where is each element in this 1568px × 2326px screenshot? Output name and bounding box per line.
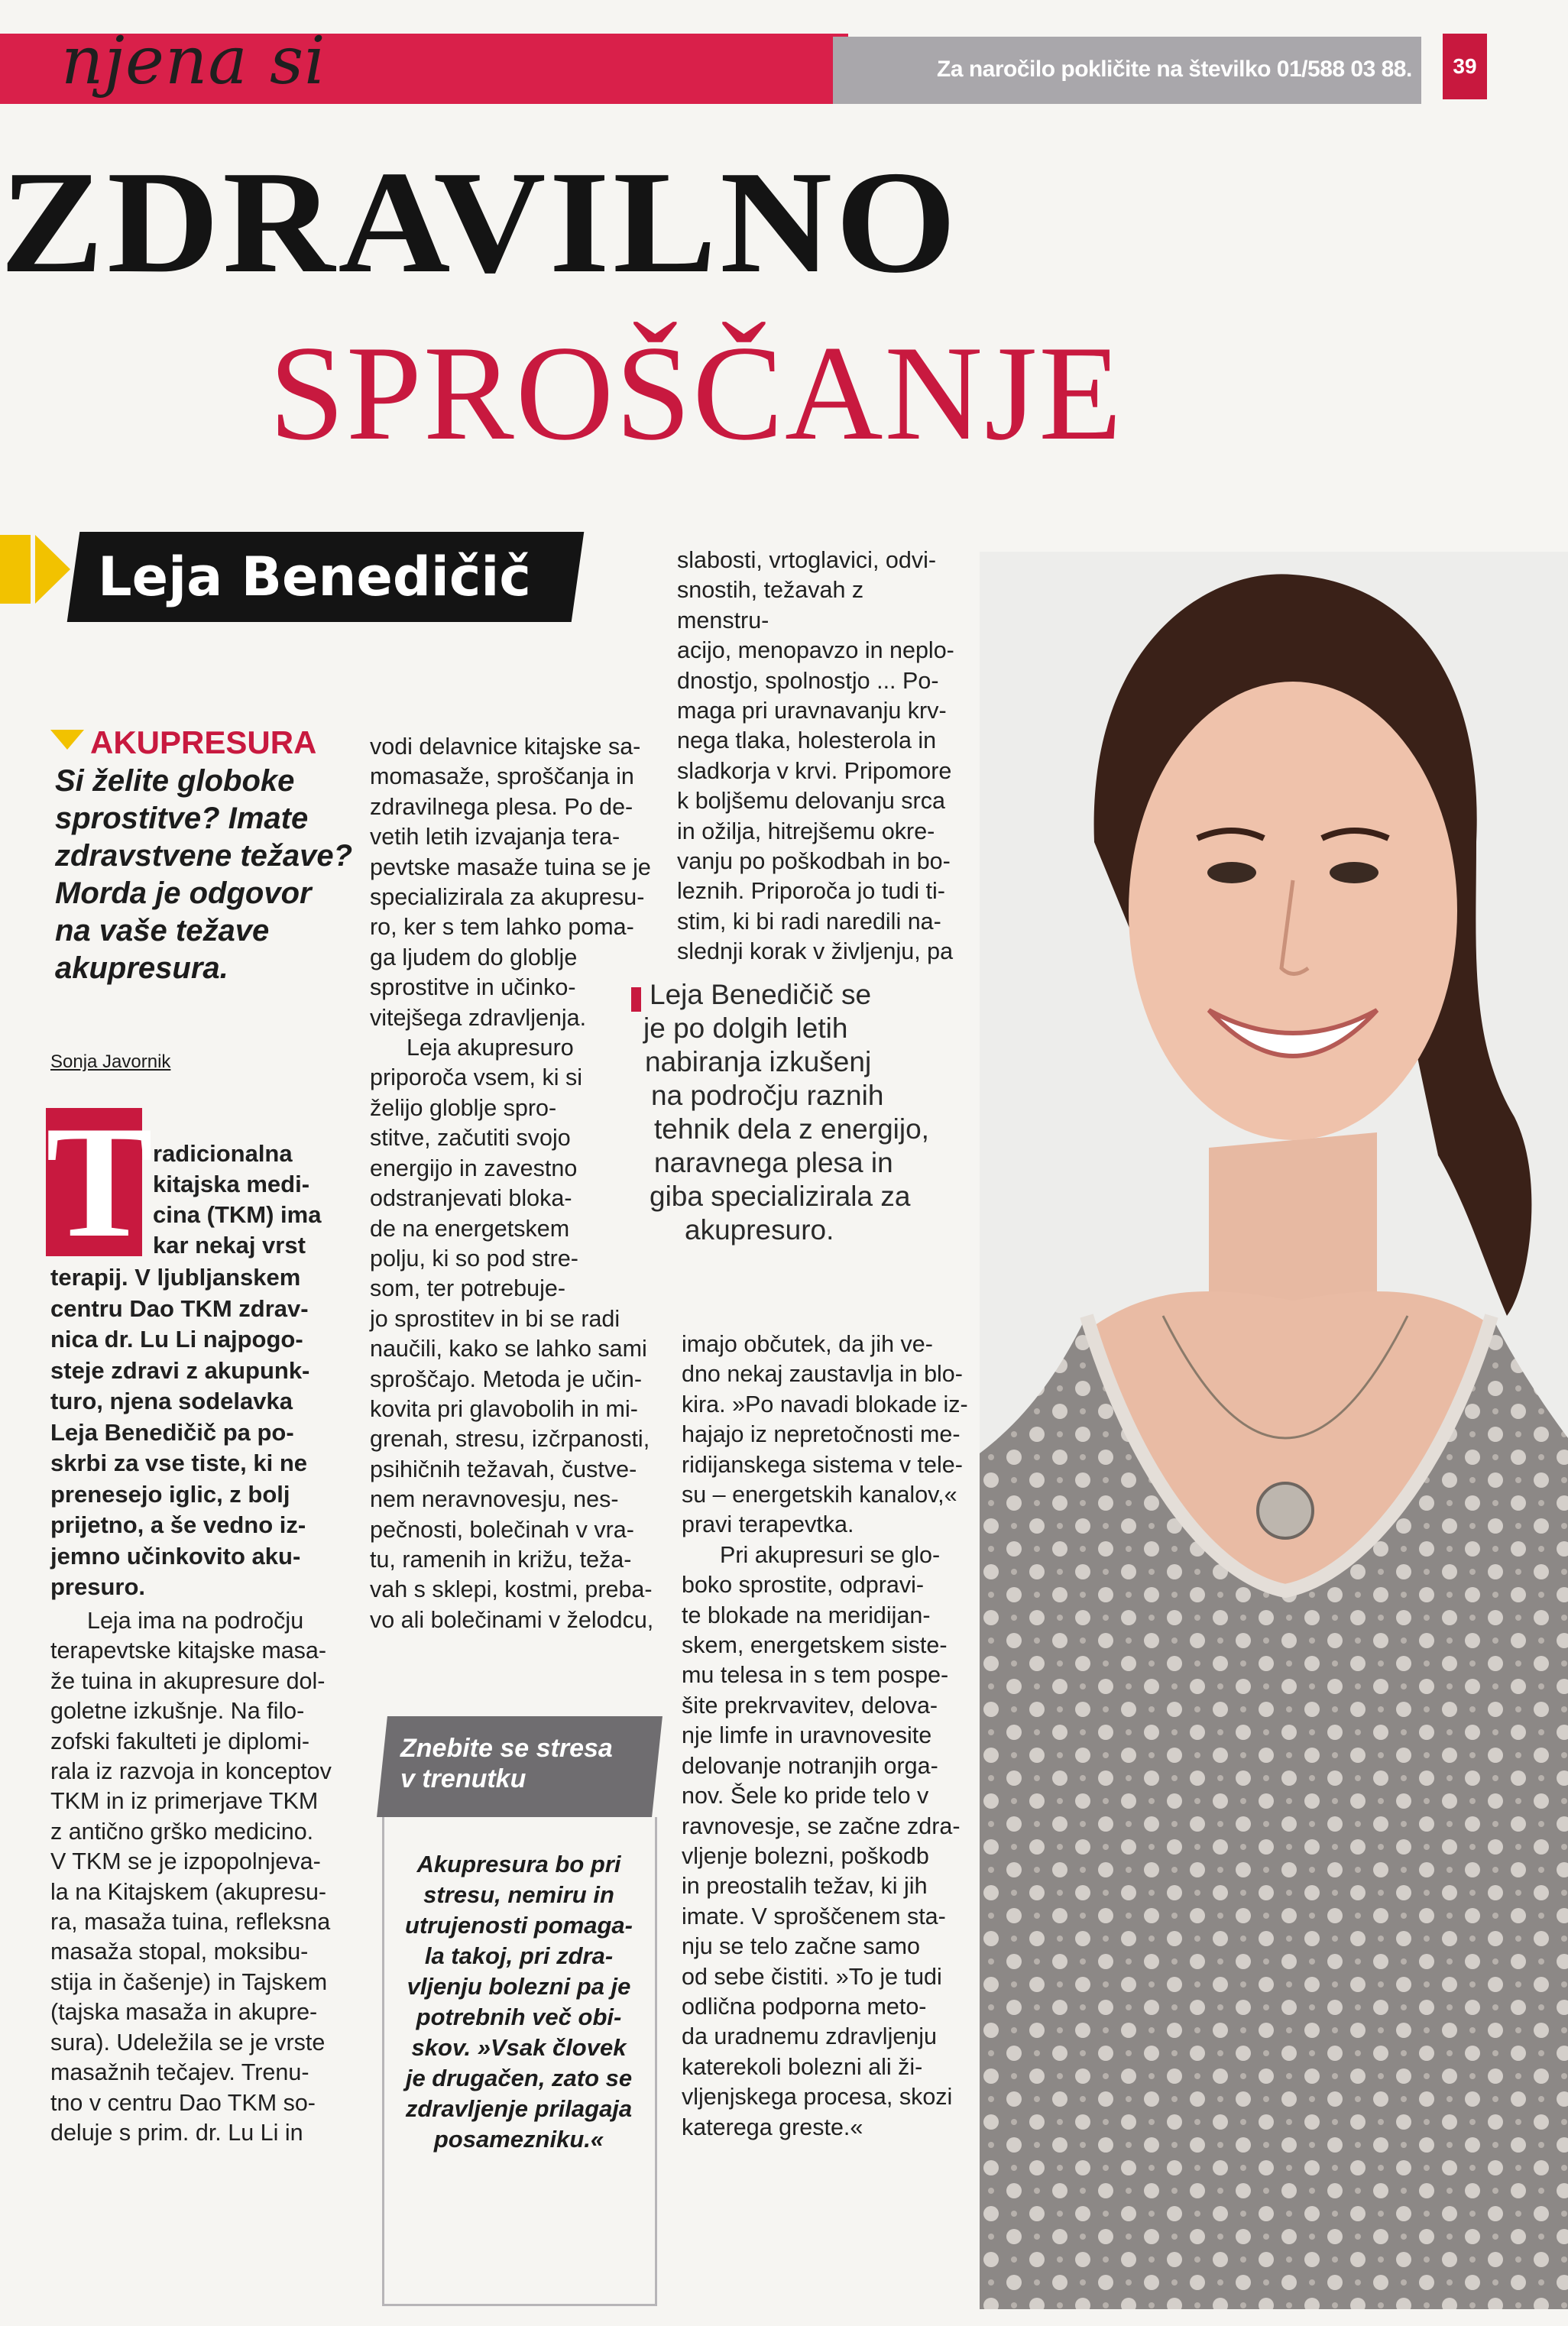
body-line: sladkorja v krvi. Pripomore [677, 757, 952, 784]
body-line: ridijanskega sistema v tele- [682, 1451, 963, 1478]
body-line: slabosti, vrtoglavici, odvi- [677, 547, 937, 573]
body-line: nov. Šele ko pride telo v [682, 1783, 929, 1809]
body-line: odstranjevati bloka- [370, 1185, 572, 1212]
body-line: dno nekaj zaustavlja in blo- [682, 1361, 963, 1388]
pull-quote-line: na področju raznih [651, 1080, 884, 1111]
pull-quote-line: Leja Benedičič se [650, 979, 872, 1010]
body-line: nju se telo začne samo [682, 1933, 920, 1960]
body-line: TKM in iz primerjave TKM [50, 1788, 319, 1815]
pendant-icon [1258, 1483, 1313, 1538]
body-line: energijo in zavestno [370, 1155, 578, 1181]
body-line: zdravilnega plesa. Po de- [370, 793, 633, 820]
intro-line: kar nekaj vrst [153, 1232, 306, 1259]
page-number: 39 [1443, 34, 1487, 99]
intro-line: prijetno, a še vedno iz- [50, 1511, 306, 1538]
intro-line: presuro. [50, 1573, 146, 1600]
sidebar-line: la takoj, pri zdra- [424, 1942, 614, 1969]
sidebar-line: Akupresura bo pri [416, 1851, 621, 1877]
body-line: masažnih tečajev. Trenu- [50, 2059, 309, 2086]
body-line: jo sprostitev in bi se radi [370, 1305, 620, 1332]
body-line: sproščajo. Metoda je učin- [370, 1365, 643, 1392]
lead-line: zdravstvene težave? [55, 839, 353, 873]
sidebar-heading-line: Znebite se stresa [400, 1734, 613, 1763]
sidebar-line: skov. »Vsak človek [411, 2034, 627, 2061]
body-line: hajajo iz nepretočnosti me- [682, 1421, 961, 1448]
lead-line: akupresura. [55, 951, 228, 985]
body-line: nega tlaka, holesterola in [677, 727, 937, 754]
sidebar-line: je drugačen, zato se [405, 2065, 633, 2091]
body-line: stim, ki bi radi naredili na- [677, 908, 941, 935]
sidebar-heading-line: v trenutku [400, 1764, 526, 1793]
body-line: pečnosti, bolečinah v vra- [370, 1516, 634, 1543]
body-line: terapevtske kitajske masa- [50, 1638, 327, 1664]
author-tab-label: Leja Benedičič [98, 546, 531, 608]
body-line: psihičnih težavah, čustve- [370, 1456, 637, 1482]
body-line: vah s sklepi, kostmi, preba- [370, 1576, 653, 1603]
body-line: priporoča vsem, ki si [370, 1064, 582, 1091]
pull-quote-line: nabiranja izkušenj [645, 1046, 872, 1077]
body-line: in ožilja, hitrejšemu okre- [677, 818, 935, 844]
column-3-top [677, 546, 960, 967]
body-line: nje limfe in uravnovesite [682, 1722, 932, 1749]
intro-line: jemno učinkovito aku- [50, 1542, 301, 1570]
body-line: katerekoli bolezni ali ži- [682, 2053, 923, 2080]
body-line: vanju po poškodbah in bo- [677, 848, 951, 875]
body-line: V TKM se je izpopolnjeva- [50, 1848, 321, 1875]
pull-quote-line: akupresuro. [685, 1214, 834, 1246]
body-line: la na Kitajskem (akupresu- [50, 1878, 327, 1905]
body-line: vetih letih izvajanja tera- [370, 824, 620, 850]
byline: Sonja Javornik [50, 1051, 171, 1072]
body-line: masaža stopal, moksibu- [50, 1939, 309, 1965]
body-line: od sebe čistiti. »To je tudi [682, 1963, 942, 1990]
section-kicker: AKUPRESURA [90, 724, 317, 760]
body-line: som, ter potrebuje- [370, 1275, 565, 1302]
body-line: te blokade na meridijan- [682, 1602, 931, 1628]
sidebar-line: utrujenosti pomaga- [405, 1912, 633, 1939]
column-3-bottom [682, 1330, 972, 2143]
lead-line: na vaše težave [55, 914, 270, 948]
body-line: vitejšega zdravljenja. [370, 1004, 587, 1031]
headline-line1: ZDRAVILNO [0, 141, 960, 303]
intro-line: cina (TKM) ima [153, 1201, 322, 1228]
order-phone-text: Za naročilo pokličite na številko 01/588 03 88. [937, 57, 1412, 82]
body-line: šite prekrvavitev, delova- [682, 1692, 938, 1719]
body-line: stitve, začutiti svojo [370, 1125, 571, 1152]
pull-quote-line: tehnik dela z energijo, [654, 1113, 929, 1145]
sidebar-line: stresu, nemiru in [423, 1881, 614, 1908]
body-line: Leja akupresuro [407, 1035, 574, 1061]
body-line: ravnovesje, se začne zdra- [682, 1813, 961, 1839]
body-line: in preostalih težav, ki jih [682, 1873, 928, 1900]
body-line: že tuina in akupresure dol- [50, 1667, 326, 1694]
author-tab-accent [0, 535, 31, 604]
sidebar-heading [400, 1733, 645, 1794]
body-line: naučili, kako se lahko sami [370, 1336, 647, 1362]
author-tab [67, 532, 585, 622]
lead-line: Morda je odgovor [55, 876, 312, 910]
body-line: (tajska masaža in akupre- [50, 1999, 318, 2026]
body-line: ra, masaža tuina, refleksna [50, 1909, 331, 1936]
body-line: Pri akupresuri se glo- [720, 1541, 941, 1568]
body-line: vo ali bolečinami v želodcu, [370, 1606, 654, 1633]
body-line: skem, energetskem siste- [682, 1632, 948, 1659]
body-line: ro, ker s tem lahko poma- [370, 914, 634, 941]
body-line: dnostjo, spolnostjo ... Po- [677, 667, 939, 694]
body-line: z antično grško medicino. [50, 1818, 314, 1845]
pull-quote-line: naravnega plesa in [654, 1147, 893, 1178]
intro-line: terapij. V ljubljanskem [50, 1264, 301, 1291]
body-line: mu telesa in s tem pospe- [682, 1662, 949, 1689]
body-line: imate. V sproščenem sta- [682, 1903, 946, 1929]
body-line: pravi terapevtka. [682, 1511, 854, 1538]
body-line: da uradnemu zdravljenju [682, 2023, 938, 2050]
sidebar-line: vljenju bolezni pa je [407, 1973, 631, 2000]
body-line: sura). Udeležila se je vrste [50, 2029, 326, 2055]
body-line: tu, ramenih in križu, teža- [370, 1546, 632, 1573]
body-line: acijo, menopavzo in neplo- [677, 637, 954, 664]
body-line: de na energetskem [370, 1215, 570, 1242]
body-line: vljenje bolezni, poškodb [682, 1842, 929, 1869]
yellow-chevron-icon [50, 730, 84, 750]
body-line: vodi delavnice kitajske sa- [370, 734, 641, 760]
body-line: ga ljudem do globlje [370, 944, 578, 970]
body-line: odlična podporna meto- [682, 1993, 927, 2020]
body-line: tno v centru Dao TKM so- [50, 2089, 316, 2116]
intro-line: radicionalna [153, 1140, 293, 1167]
body-line: stija in čašenje) in Tajskem [50, 1968, 328, 1995]
pull-quote-line: je po dolgih letih [643, 1012, 848, 1044]
lead-line: sprostitve? Imate [55, 802, 309, 835]
intro-line: turo, njena sodelavka [50, 1388, 293, 1414]
intro-line: steje zdravi z akupunk- [50, 1356, 310, 1384]
body-line: boko sprostite, odpravi- [682, 1572, 925, 1599]
intro-line: skrbi za vse tiste, ki ne [50, 1450, 308, 1476]
intro-line: centru Dao TKM zdrav- [50, 1294, 309, 1322]
sidebar-line: zdravljenje prilagaja [405, 2095, 633, 2122]
body-line: k boljšemu delovanju srca [677, 788, 945, 815]
column-1 [50, 1606, 356, 2148]
body-line: imajo občutek, da jih ve- [682, 1331, 933, 1357]
sidebar-line: posamezniku.« [433, 2126, 604, 2153]
body-line: maga pri uravnavanju krv- [677, 698, 947, 724]
intro-line: kitajska medi- [153, 1171, 310, 1197]
body-line: deluje s prim. dr. Lu Li in [50, 2119, 303, 2146]
intro-line: prenesejo iglic, z bolj [50, 1480, 290, 1508]
lead-line: Si želite globoke [55, 764, 295, 798]
body-line: rala iz razvoja in konceptov [50, 1758, 332, 1785]
portrait-illustration [980, 552, 1568, 2309]
body-line: katerega greste.« [682, 2114, 863, 2140]
body-line: su – energetskih kanalov,« [682, 1482, 957, 1508]
headline-line2: SPROŠČANJE [269, 317, 1124, 468]
pull-quote-line: giba specializirala za [650, 1181, 911, 1212]
body-line: sprostitve in učinko- [370, 974, 576, 1001]
body-line: leznih. Priporoča jo tudi ti- [677, 878, 945, 905]
body-line: delovanje notranjih orga- [682, 1752, 938, 1779]
author-tab-chevron-icon [35, 535, 70, 604]
drop-cap: T [46, 1093, 154, 1271]
column-2 [370, 732, 675, 1635]
body-line: pevtske masaže tuina se je [370, 854, 651, 880]
body-line: želijo globlje spro- [370, 1094, 557, 1121]
lead-paragraph [55, 763, 361, 987]
body-line: polju, ki so pod stre- [370, 1245, 578, 1272]
body-line: nem neravnovesju, nes- [370, 1486, 619, 1513]
intro-first-lines [153, 1139, 348, 1261]
sidebar-line: potrebnih več obi- [416, 2004, 622, 2030]
body-line: momasaže, sproščanja in [370, 763, 634, 790]
magazine-brand: njena si [61, 23, 326, 99]
body-line: kovita pri glavobolih in mi- [370, 1395, 638, 1422]
body-line: slednji korak v življenju, pa [677, 938, 954, 965]
intro-rest [50, 1262, 348, 1603]
body-line: specializirala za akupresu- [370, 884, 645, 911]
body-line: grenah, stresu, izčrpanosti, [370, 1426, 650, 1453]
sidebar-body [393, 1849, 645, 2155]
pull-quote [631, 978, 967, 1247]
body-line: Leja ima na področju [87, 1608, 304, 1634]
body-line: zofski fakulteti je diplomi- [50, 1728, 310, 1754]
body-line: vljenjskega procesa, skozi [682, 2084, 953, 2111]
intro-line: Leja Benedičič pa po- [50, 1418, 294, 1446]
intro-line: nica dr. Lu Li najpogo- [50, 1326, 303, 1353]
body-line: snostih, težavah z menstru- [677, 577, 864, 633]
body-line: kira. »Po navadi blokade iz- [682, 1391, 968, 1417]
body-line: goletne izkušnje. Na filo- [50, 1698, 305, 1725]
portrait-photo [980, 552, 1568, 2309]
